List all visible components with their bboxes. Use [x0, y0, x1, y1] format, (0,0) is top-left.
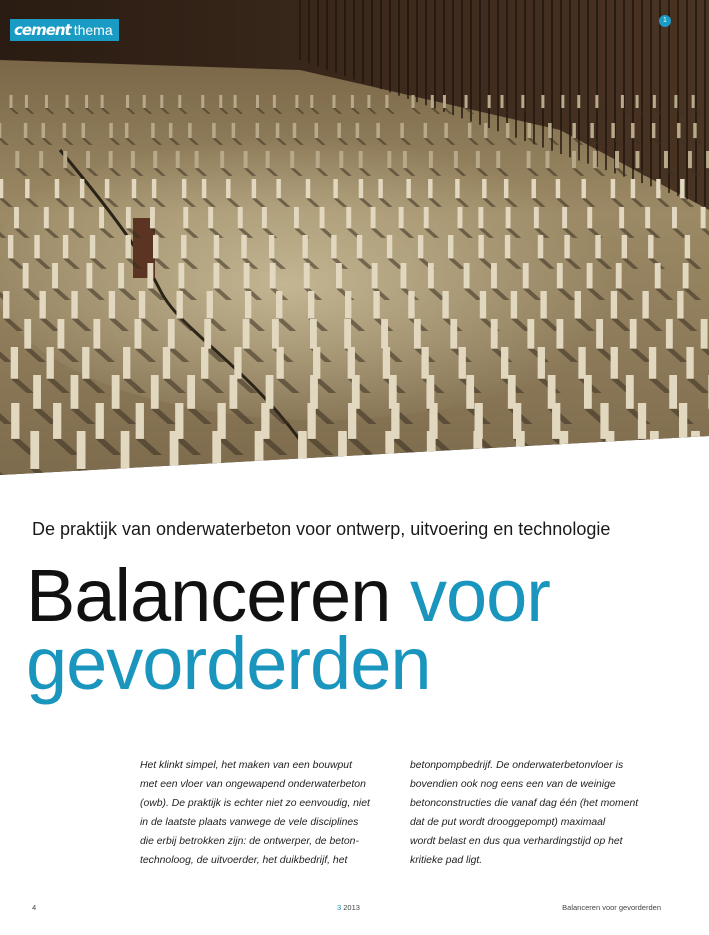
intro-line: (owb). De praktijk is echter niet zo eenvoudig, niet — [140, 798, 370, 809]
intro-column-2 — [410, 756, 670, 870]
title-word-3: gevorderden — [26, 622, 431, 705]
intro-column-1 — [140, 756, 370, 870]
intro-line: bovendien ook nog eens een van de weinige — [410, 779, 616, 790]
page-title — [26, 554, 550, 705]
issue-label — [337, 903, 360, 912]
intro-line: kritieke pad ligt. — [410, 855, 483, 866]
title-word-2: voor — [409, 554, 550, 637]
intro-line: wordt belast en dus qua verhardingstijd op het — [410, 836, 623, 847]
intro-line: betonpompbedrijf. De onderwaterbetonvloer is — [410, 760, 624, 771]
subtitle: De praktijk van onderwaterbeton voor ontwerp, uitvoering en technologie — [32, 519, 611, 539]
issue-year: 2013 — [343, 903, 360, 912]
issue-number: 3 — [337, 903, 342, 912]
intro-line: die erbij betrokken zijn: de ontwerper, de beton- — [140, 836, 359, 847]
page-number: 4 — [32, 903, 37, 912]
intro-line: dat de put wordt drooggepompt) maximaal — [410, 817, 606, 828]
title-word-1: Balanceren — [26, 554, 391, 637]
intro-line: met een vloer van ongewapend onderwaterbeton — [140, 779, 366, 790]
intro-line: betonconstructies die vanaf dag één (het moment — [410, 798, 639, 809]
running-title: Balanceren voor gevorderden — [562, 903, 661, 912]
cement-logo: cement — [14, 21, 71, 39]
brand-badge — [10, 19, 119, 41]
intro-line: technoloog, de uitvoerder, het duikbedrijf, het — [140, 855, 348, 866]
section-label: thema — [73, 22, 113, 38]
intro-line: in de laatste plaats vanwege de vele disciplines — [140, 817, 359, 828]
intro-line: Het klinkt simpel, het maken van een bouwput — [140, 760, 352, 771]
photo-number-badge: 1 — [659, 15, 671, 27]
